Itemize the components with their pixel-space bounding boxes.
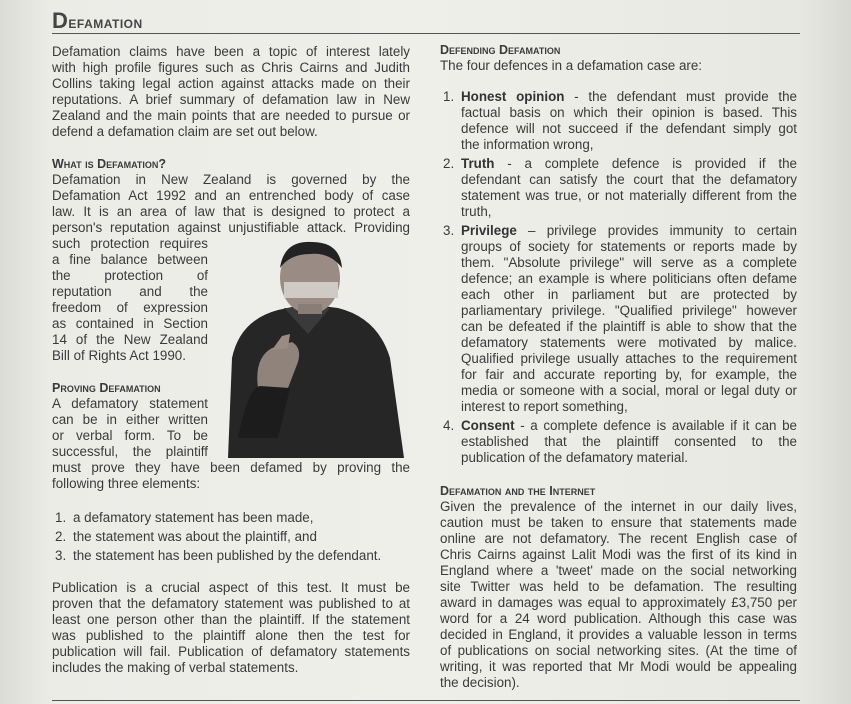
- text-line: can be defeated if the plaintiff is able to show that the: [461, 319, 797, 334]
- list-number: 3.: [443, 223, 455, 238]
- text-line: proven that the defamatory statement was published to at: [52, 596, 410, 611]
- text-line: law. It is an area of law that is designed to protect a: [52, 204, 410, 219]
- text-line: publication of the defamatory material.: [461, 450, 689, 465]
- text-line: includes the making of verbal statements.: [52, 660, 299, 675]
- publication-paragraph: [52, 580, 410, 676]
- internet-paragraph: [440, 499, 797, 691]
- text-line: Zealand and the main points that are needed to pursue or: [52, 108, 410, 123]
- element-list-item: [55, 527, 410, 546]
- what-is-defamation-heading: What is Defamation?: [52, 157, 167, 171]
- list-text: the statement has been published by the defendant.: [73, 548, 382, 563]
- list-text: the statement was about the plaintiff, and: [73, 529, 317, 544]
- page-title: Defamation: [52, 8, 143, 33]
- text-line: established that the plaintiff consented to the: [461, 434, 797, 449]
- text-line: Given the prevalence of the internet in our daily lives,: [440, 499, 797, 514]
- list-number: 2.: [55, 529, 67, 544]
- text-line: [461, 89, 797, 105]
- text-line: online are not defamatory. The recent English case of: [440, 531, 797, 546]
- text-fragment: - a complete defence is provided if the: [494, 156, 797, 171]
- title-rule: [52, 33, 800, 34]
- text-line: defendant can satisfy the court that the defamatory: [461, 172, 797, 187]
- text-line: them. "Absolute privilege" will serve as a complete: [461, 255, 797, 270]
- text-line: for fair and accurate reporting by, for example, the: [461, 367, 797, 382]
- text-fragment: - a complete defence is available if it can be: [514, 418, 797, 433]
- man-tape-mouth-photo: [218, 238, 408, 458]
- text-line: [461, 418, 797, 434]
- text-line: defence will not succeed if the defendant simply got: [461, 121, 797, 136]
- text-line: a fine balance between: [52, 252, 208, 267]
- text-line: Bill of Rights Act 1990.: [52, 348, 186, 363]
- defence-term: Privilege: [461, 223, 517, 238]
- text-line: can be in either written: [52, 412, 208, 427]
- element-list-item: [55, 546, 410, 565]
- text-line: the information wrong,: [461, 137, 594, 152]
- list-number: 1.: [55, 510, 67, 525]
- defence-list-item: [443, 89, 797, 153]
- text-line: Chris Cairns against Lalit Modi was the first of its kind in: [440, 547, 797, 562]
- text-line: following three elements:: [52, 476, 201, 491]
- text-line: word for a 24 word publication. Although this case was: [440, 611, 797, 626]
- element-list-item: [55, 508, 410, 527]
- text-line: statement was true, or not materially different from the: [461, 188, 797, 203]
- list-number: 2.: [443, 156, 455, 171]
- defence-term: Honest opinion: [461, 89, 565, 104]
- intro-paragraph: [52, 44, 410, 140]
- defending-defamation-heading: Defending Defamation: [440, 43, 561, 57]
- defence-term: Consent: [461, 418, 515, 433]
- text-line: or verbal form. To be: [52, 428, 208, 443]
- text-line: of publications on social networking sites. (At the time of: [440, 643, 797, 658]
- text-line: interest to report something,: [461, 399, 628, 414]
- text-line: parliamentary privilege. "Qualified privilege" however: [461, 303, 797, 318]
- text-line: Publication is a crucial aspect of this test. It must be: [52, 580, 410, 595]
- text-line: Collins taking legal action against attacks made on their: [52, 76, 410, 91]
- text-line: reputations. A brief summary of defamation law in New: [52, 92, 410, 107]
- list-text: a defamatory statement has been made,: [73, 510, 314, 525]
- text-line: media or someone with a social, moral or legal duty or: [461, 383, 797, 398]
- text-line: [461, 223, 797, 239]
- text-line: each other in parliament but are protected by: [461, 287, 797, 302]
- text-line: person's reputation against unjustifiable attack. Providing: [52, 220, 410, 235]
- text-line: reputation and the: [52, 284, 208, 299]
- text-line: Defamation claims have been a topic of interest lately: [52, 44, 410, 59]
- text-line: publication will fail. Publication of defamatory statements: [52, 644, 410, 659]
- text-line: site Twitter was held to be defamation. The resulting: [440, 579, 797, 594]
- text-line: 14 of the New Zealand: [52, 332, 208, 347]
- text-line: caution must be taken to ensure that statements made: [440, 515, 797, 530]
- text-line: was published to the plaintiff alone then the test for: [52, 628, 410, 643]
- text-fragment: - the defendant must provide the: [564, 89, 797, 104]
- list-number: 4.: [443, 418, 455, 433]
- text-line: such protection requires: [52, 236, 208, 251]
- text-line: factual basis on which their opinion is based. This: [461, 105, 797, 120]
- text-line: Defamation Act 1992 and an entrenched body of case: [52, 188, 410, 203]
- text-fragment: – privilege provides immunity to certain: [516, 223, 797, 238]
- text-line: least one person other than the plaintiff. If the statement: [52, 612, 410, 627]
- text-line: freedom of expression: [52, 300, 208, 315]
- text-line: successful, the plaintiff: [52, 444, 208, 459]
- defence-list-item: [443, 223, 797, 415]
- text-line: the decision).: [440, 675, 520, 690]
- internet-heading: Defamation and the Internet: [440, 484, 596, 498]
- text-line: as contained in Section: [52, 316, 208, 331]
- defences-list: [443, 89, 797, 469]
- text-line: must prove they have been defamed by proving the: [52, 460, 410, 475]
- proving-defamation-heading: Proving Defamation: [52, 381, 161, 395]
- text-line: with high profile figures such as Chris Cairns and Judith: [52, 60, 410, 75]
- defence-list-item: [443, 418, 797, 466]
- text-line: England where a 'tweet' made on the social networking: [440, 563, 797, 578]
- text-line: decided in England, it provides a valuable lesson in terms: [440, 627, 797, 642]
- defence-term: Truth: [461, 156, 495, 171]
- text-line: defend a defamation claim are set out below.: [52, 124, 318, 139]
- list-number: 1.: [443, 89, 455, 104]
- text-line: [461, 156, 797, 172]
- text-line: groups of society for statements or reports made by: [461, 239, 797, 254]
- text-line: defence; an example is where politicians often defame: [461, 271, 797, 286]
- text-line: writing, it was reported that Mr Modi would be appealing: [440, 659, 797, 674]
- text-line: defamatory statements were motivated by malice.: [461, 335, 797, 350]
- text-line: Defamation in New Zealand is governed by the: [52, 172, 410, 187]
- elements-list: [55, 508, 410, 565]
- text-line: A defamatory statement: [52, 396, 208, 411]
- text-line: award in damages was equal to approximately £3,750 per: [440, 595, 797, 610]
- defence-list-item: [443, 156, 797, 220]
- list-number: 3.: [55, 548, 67, 563]
- text-line: truth,: [461, 204, 492, 219]
- text-line: Qualified privilege usually attaches to the requirement: [461, 351, 797, 366]
- text-line: the protection of: [52, 268, 208, 283]
- bottom-rule: [52, 700, 800, 701]
- defending-intro: The four defences in a defamation case are:: [440, 58, 703, 73]
